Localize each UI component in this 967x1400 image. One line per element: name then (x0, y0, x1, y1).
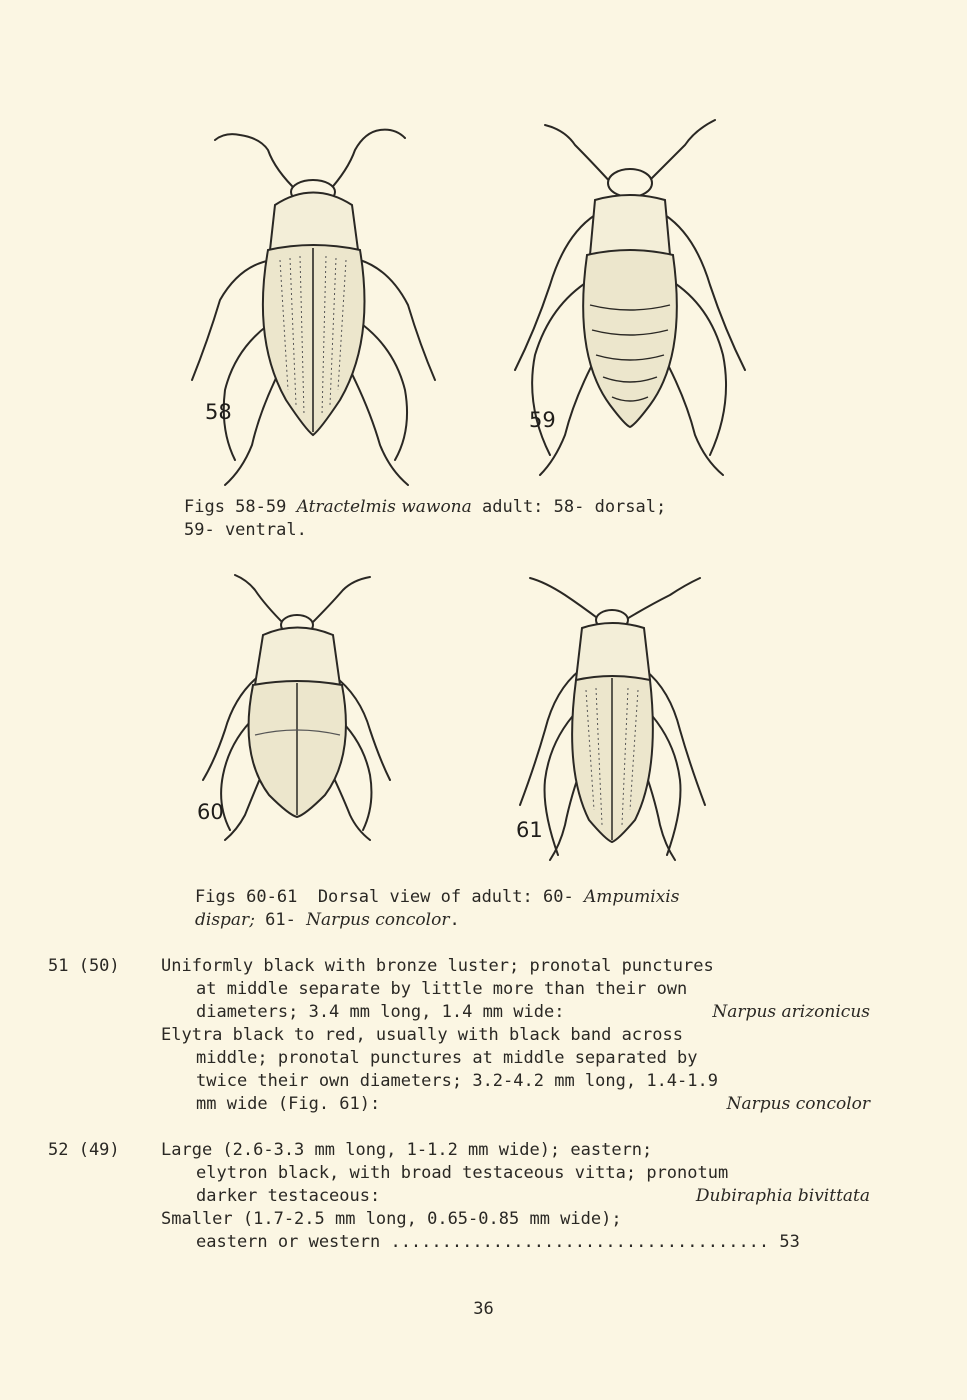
caption-1-prefix: Figs 58-59 (184, 497, 297, 517)
taxon-narpus-arizonicus: Narpus arizonicus (712, 1002, 870, 1022)
figure-60-label: 60 (197, 800, 224, 824)
couplet-51-b-line1: Elytra black to red, usually with black band across (161, 1025, 683, 1045)
caption-figs-58-59-line2: 59- ventral. (184, 520, 307, 540)
couplet-51-a-line2: at middle separate by little more than their own (196, 979, 688, 999)
couplet-52-number: 52 (49) (48, 1140, 120, 1160)
figure-61-label: 61 (516, 818, 543, 842)
couplet-52-b-line2: eastern or western ..................................... 53 (196, 1232, 800, 1252)
couplet-52-a-line2: elytron black, with broad testaceous vitta; pronotum (196, 1163, 729, 1183)
couplet-51-b-line4: mm wide (Fig. 61): (196, 1094, 381, 1114)
couplet-52-a-line1: Large (2.6-3.3 mm long, 1-1.2 mm wide); eastern; (161, 1140, 653, 1160)
caption-2-species-a2: dispar; (195, 910, 255, 930)
couplet-52-a-line3: darker testaceous: (196, 1186, 381, 1206)
taxon-dubiraphia-bivittata: Dubiraphia bivittata (695, 1186, 870, 1206)
page-number: 36 (473, 1299, 494, 1319)
caption-1-suffix: adult: 58- dorsal; (471, 497, 667, 517)
couplet-51-a-line1: Uniformly black with bronze luster; pronotal punctures (161, 956, 714, 976)
caption-figs-60-61 (195, 886, 679, 909)
couplet-51-number: 51 (50) (48, 956, 120, 976)
caption-2-species-a: Ampumixis (583, 887, 680, 907)
caption-2-end: . (449, 910, 460, 930)
couplet-52-b-line1: Smaller (1.7-2.5 mm long, 0.65-0.85 mm wide); (161, 1209, 622, 1229)
figure-58-beetle-dorsal (180, 110, 450, 490)
caption-figs-58-59 (184, 496, 666, 519)
couplet-51-b-line3: twice their own diameters; 3.2-4.2 mm long, 1.4-1.9 (196, 1071, 718, 1091)
caption-1-species: Atractelmis wawona (296, 497, 472, 517)
couplet-51-b-line2: middle; pronotal punctures at middle separated by (196, 1048, 698, 1068)
caption-2-mid: 61- (254, 910, 307, 930)
caption-2-prefix: Figs 60-61 Dorsal view of adult: 60- (195, 887, 584, 907)
caption-figs-60-61-line2 (195, 909, 460, 932)
figure-58-label: 58 (205, 400, 232, 424)
taxon-narpus-concolor: Narpus concolor (726, 1094, 870, 1114)
caption-2-species-b: Narpus concolor (306, 910, 450, 930)
couplet-51-a-line3: diameters; 3.4 mm long, 1.4 mm wide: (196, 1002, 565, 1022)
figure-60-beetle-dorsal (195, 565, 395, 845)
figure-59-label: 59 (529, 408, 556, 432)
